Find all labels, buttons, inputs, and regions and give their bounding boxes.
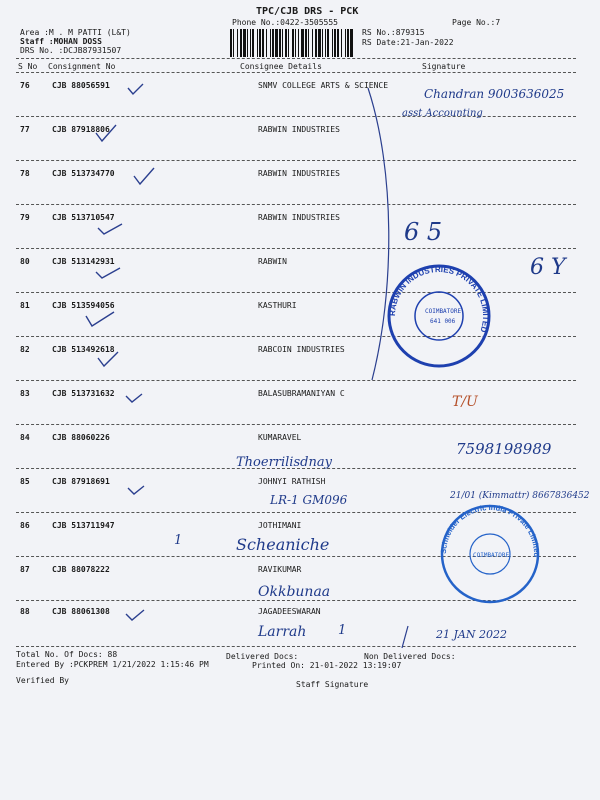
row-divider	[16, 556, 576, 557]
row-sno: 78	[20, 169, 30, 178]
barcode-bar	[322, 29, 323, 57]
row-divider	[16, 424, 576, 425]
row-sno: 81	[20, 301, 30, 310]
rs-number: RS No.:879315	[362, 28, 425, 37]
barcode-bar	[315, 29, 317, 57]
barcode-bar	[318, 29, 321, 57]
check-mark	[128, 486, 144, 494]
barcode-bar	[305, 29, 307, 57]
verified-by: Verified By	[16, 676, 69, 685]
hand-83: T/U	[452, 394, 478, 410]
row-divider	[16, 248, 576, 249]
hand-76b: asst Accounting	[402, 108, 483, 119]
hand-85b: 21/01 (Kimmattr) 8667836452	[450, 491, 590, 501]
row-sno: 82	[20, 345, 30, 354]
stamp2-text: Schneider Electric India Private Limited	[438, 502, 542, 558]
row-consignee: JOHNYI RATHISH	[258, 477, 326, 486]
barcode-bar	[292, 29, 294, 57]
row-sno: 85	[20, 477, 30, 486]
non-delivered-docs: Non Delivered Docs:	[364, 652, 456, 661]
hand-88-circ: 1	[338, 623, 347, 638]
barcode-bar	[301, 29, 304, 57]
row-consignee: KUMARAVEL	[258, 433, 302, 442]
printed-on: Printed On: 21-01-2022 13:19:07	[252, 661, 402, 670]
row-divider	[16, 600, 576, 601]
barcode-bar	[252, 29, 254, 57]
column-consignment: Consignment No	[48, 62, 116, 71]
row-consignment: CJB 513142931	[52, 257, 115, 266]
barcode-bar	[243, 29, 246, 57]
barcode-bar	[270, 29, 271, 57]
row-consignee: RABWIN INDUSTRIES	[258, 213, 340, 222]
handwriting	[174, 87, 590, 641]
barcode-bar	[275, 29, 278, 57]
row-consignment: CJB 513594056	[52, 301, 115, 310]
row-divider	[16, 204, 576, 205]
entered-by: Entered By :PCKPREM 1/21/2022 1:15:46 PM	[16, 660, 209, 669]
column-signature: Signature	[422, 62, 466, 71]
row-consignment: CJB 513710547	[52, 213, 115, 222]
area-label: Area :M . M PATTI (L&T)	[20, 28, 131, 37]
row-sno: 77	[20, 125, 30, 134]
hand-76: Chandran 9003636025	[424, 87, 565, 101]
stamp2-city: COIMBATORE	[473, 552, 510, 559]
stamp1-city: COIMBATORE	[425, 308, 462, 315]
barcode-bar	[325, 29, 326, 57]
check-mark	[134, 168, 154, 184]
hand-80: 6 Y	[530, 255, 566, 280]
row-sno: 86	[20, 521, 30, 530]
row-consignee: RAVIKUMAR	[258, 565, 302, 574]
barcode-bar	[288, 29, 289, 57]
row-sno: 87	[20, 565, 30, 574]
row-consignee: RABWIN	[258, 257, 287, 266]
hand-87: Okkbunaa	[258, 584, 331, 600]
row-divider	[16, 336, 576, 337]
barcode-bar	[250, 29, 251, 57]
signature-stroke	[402, 626, 408, 648]
check-mark	[126, 394, 142, 402]
barcode-bar	[295, 29, 296, 57]
row-consignment: CJB 513711947	[52, 521, 115, 530]
barcode-bar	[262, 29, 264, 57]
barcode-bar	[285, 29, 287, 57]
hand-84-name: Thoerrilisdnay	[236, 455, 332, 470]
barcode-bar	[345, 29, 346, 57]
barcode-image	[230, 29, 354, 57]
row-consignment: CJB 513492618	[52, 345, 115, 354]
row-consignee: JOTHIMANI	[258, 521, 302, 530]
row-consignee: JAGADEESWARAN	[258, 607, 321, 616]
barcode-bar	[266, 29, 267, 57]
barcode-bar	[233, 29, 234, 57]
barcode-bar	[327, 29, 329, 57]
barcode-bar	[308, 29, 309, 57]
row-consignee: RABCOIN INDUSTRIES	[258, 345, 345, 354]
row-consignment: CJB 513734770	[52, 169, 115, 178]
row-divider	[16, 160, 576, 161]
hand-86-name: Scheaniche	[236, 535, 330, 554]
row-divider	[16, 512, 576, 513]
barcode-bar	[334, 29, 336, 57]
check-mark	[98, 352, 118, 366]
row-consignment: CJB 87918691	[52, 477, 110, 486]
barcode-bar	[332, 29, 333, 57]
hand-88: Larrah	[258, 624, 307, 640]
hand-84-phone: 7598198989	[456, 440, 552, 458]
barcode-bar	[272, 29, 274, 57]
column-divider	[16, 72, 576, 73]
row-consignee: KASTHURI	[258, 301, 297, 310]
check-mark	[98, 224, 122, 234]
barcode-bar	[279, 29, 281, 57]
barcode-bar	[350, 29, 353, 57]
staff-label: Staff :MOHAN DOSS	[20, 37, 102, 46]
total-docs: Total No. Of Docs: 88	[16, 650, 118, 659]
row-divider	[16, 116, 576, 117]
column-sno: S No	[18, 62, 38, 71]
column-consignee: Consignee Details	[240, 62, 322, 71]
barcode-bar	[230, 29, 232, 57]
rabwin-stamp	[388, 265, 490, 366]
hand-86-circ: 1	[174, 533, 183, 548]
check-mark	[126, 610, 144, 620]
barcode-bar	[282, 29, 283, 57]
barcode-bar	[337, 29, 339, 57]
barcode-bar	[347, 29, 349, 57]
svg-text:RABWIN INDUSTRIES PRIVATE LIMI	[388, 265, 490, 334]
barcode-bar	[312, 29, 313, 57]
check-mark	[86, 312, 114, 326]
barcode-bar	[298, 29, 299, 57]
row-divider	[16, 646, 576, 647]
barcode-bar	[257, 29, 258, 57]
row-consignment: CJB 88061308	[52, 607, 110, 616]
delivered-docs: Delivered Docs:	[226, 652, 299, 661]
check-mark	[96, 268, 120, 278]
stamp1-pin: 641 006	[430, 318, 456, 325]
row-consignee: BALASUBRAMANIYAN C	[258, 389, 345, 398]
row-consignment: CJB 88060226	[52, 433, 110, 442]
row-consignee: RABWIN INDUSTRIES	[258, 169, 340, 178]
staff-signature: Staff Signature	[296, 680, 369, 689]
row-consignee: RABWIN INDUSTRIES	[258, 125, 340, 134]
row-consignment: CJB 88078222	[52, 565, 110, 574]
document-title: TPC/CJB DRS - PCK	[256, 6, 359, 17]
barcode-bar	[237, 29, 238, 57]
barcode-bar	[341, 29, 342, 57]
row-sno: 84	[20, 433, 30, 442]
barcode-bar	[259, 29, 261, 57]
row-divider	[16, 292, 576, 293]
stamp1-text: RABWIN INDUSTRIES PRIVATE LIMITED	[387, 264, 491, 334]
row-divider	[16, 380, 576, 381]
hand-88-date: 21 JAN 2022	[436, 628, 507, 641]
row-divider	[16, 468, 576, 469]
drs-number: DRS No. :DCJB87931507	[20, 46, 122, 55]
rs-date: RS Date:21-Jan-2022	[362, 38, 454, 47]
page-number: Page No.:7	[452, 18, 501, 27]
barcode-bar	[240, 29, 242, 57]
hand-79: 6 5	[404, 218, 443, 246]
hand-85a: LR-1 GM096	[270, 493, 348, 507]
row-sno: 83	[20, 389, 30, 398]
row-sno: 76	[20, 81, 30, 90]
row-consignee: SNMV COLLEGE ARTS & SCIENCE	[258, 81, 389, 90]
header-divider	[16, 58, 576, 59]
row-consignment: CJB 88056591	[52, 81, 110, 90]
row-sno: 88	[20, 607, 30, 616]
row-sno: 79	[20, 213, 30, 222]
row-consignment: CJB 513731632	[52, 389, 115, 398]
barcode-bar	[247, 29, 248, 57]
row-sno: 80	[20, 257, 30, 266]
schneider-stamp	[439, 503, 541, 602]
check-mark	[128, 84, 143, 94]
row-consignment: CJB 87918806	[52, 125, 110, 134]
phone-number: Phone No.:0422-3505555	[232, 18, 338, 27]
